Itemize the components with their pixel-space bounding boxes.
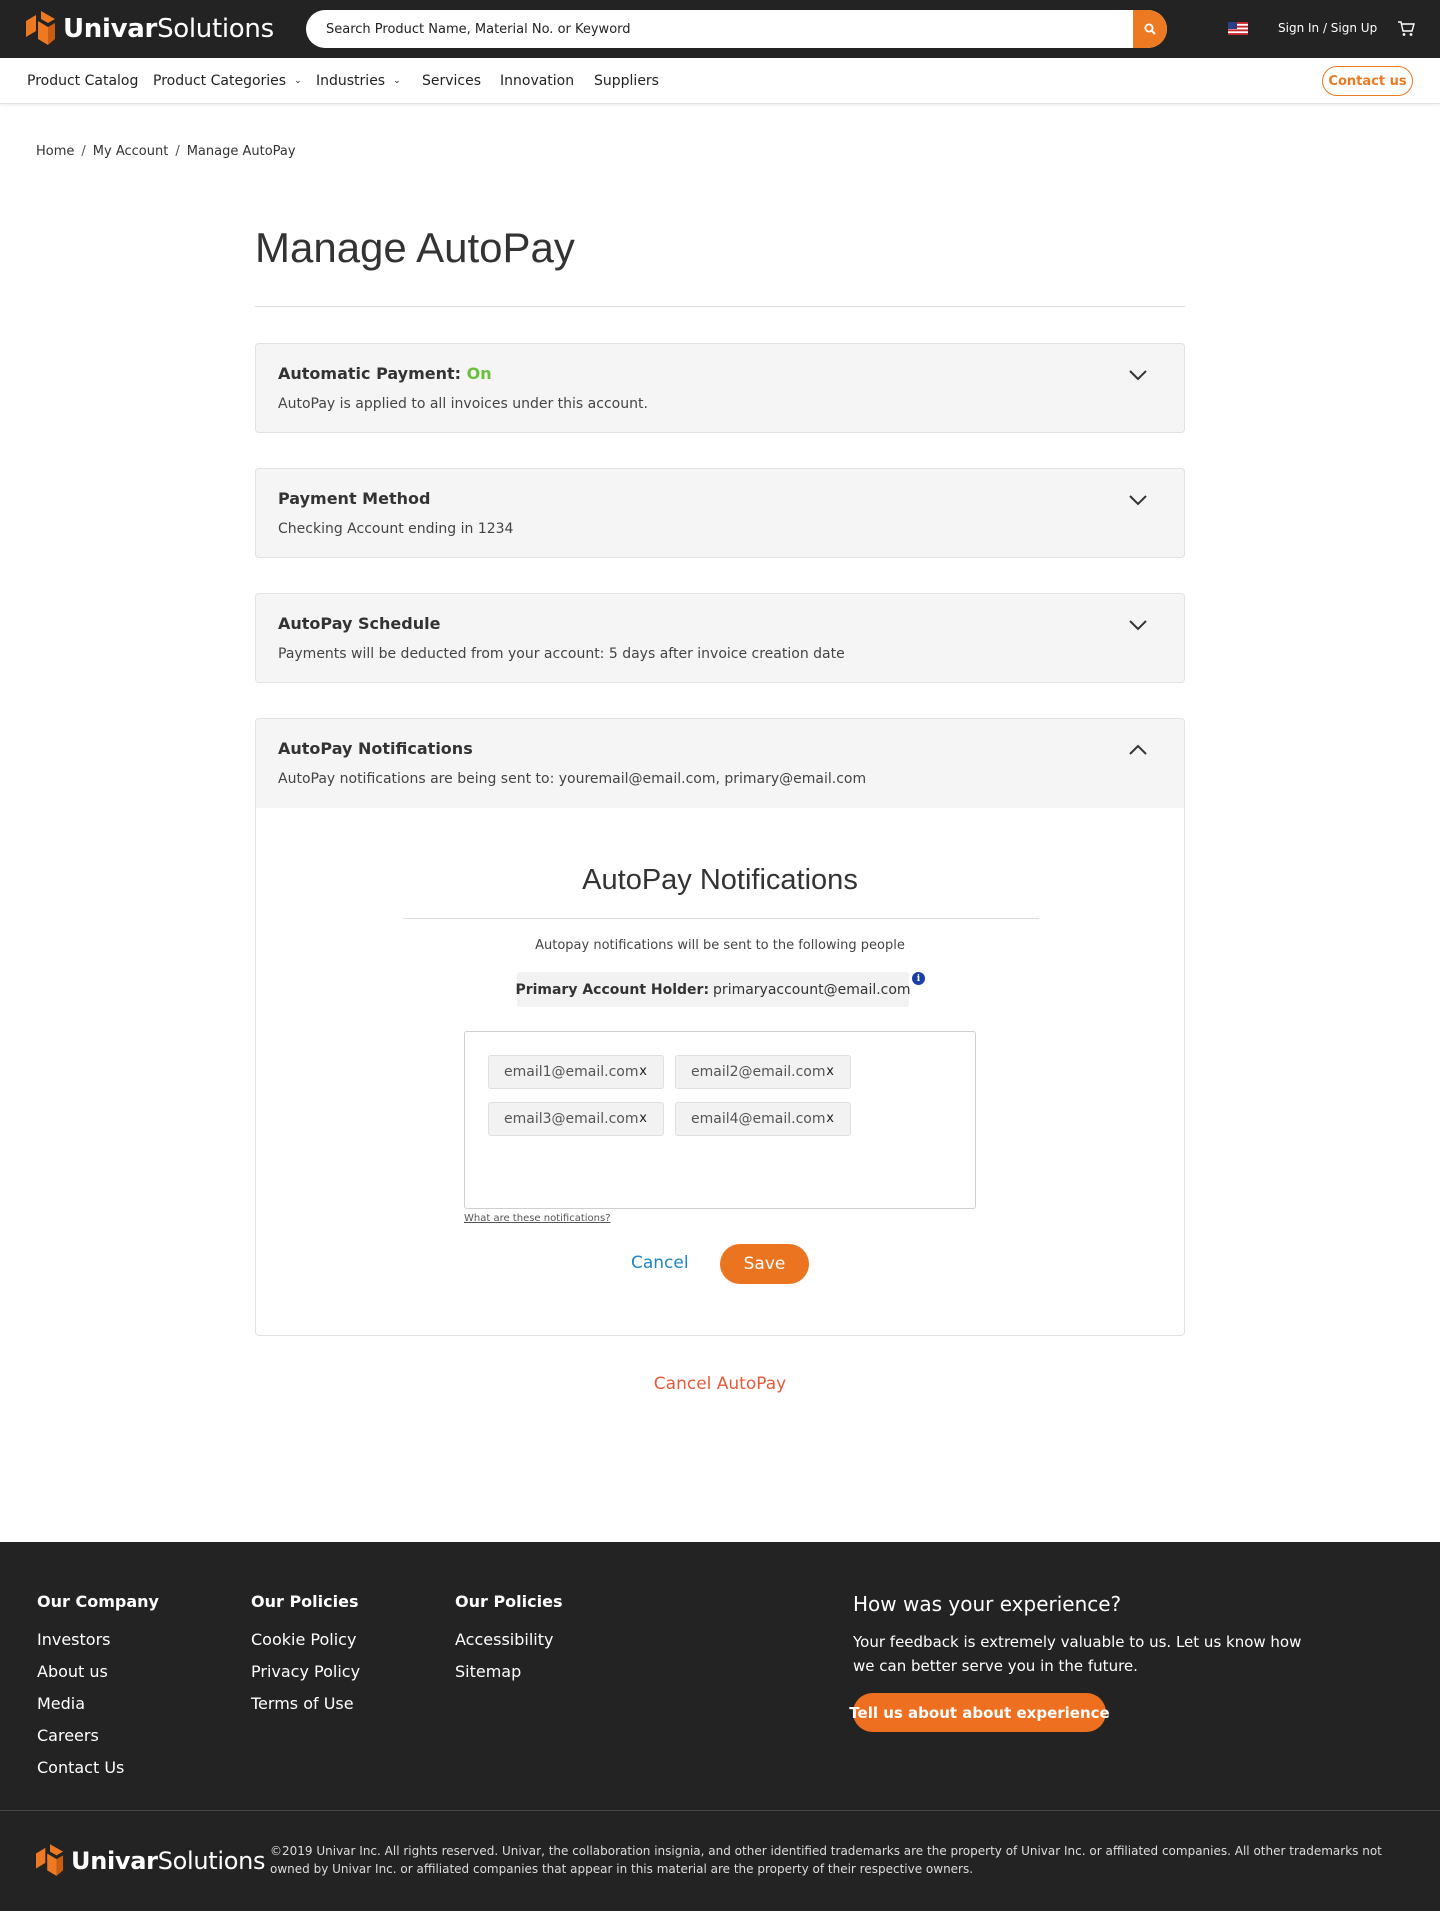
search-bar [306,10,1167,48]
footer-divider [0,1810,1440,1811]
email-chip [488,1102,664,1136]
cancel-button[interactable]: Cancel [631,1253,689,1273]
section-title: AutoPay Notifications [278,739,473,758]
breadcrumb-home[interactable]: Home [36,144,75,159]
breadcrumb [36,144,296,159]
logo-wordmark: UnivarSolutions [63,14,274,44]
remove-email-icon[interactable]: x [639,1064,647,1079]
section-description: AutoPay is applied to all invoices under this account. [278,396,648,412]
autopay-status: On [466,364,492,383]
breadcrumb-separator: / [81,144,86,159]
breadcrumb-current: Manage AutoPay [186,144,296,159]
search-input[interactable] [306,10,1132,48]
cancel-autopay-link[interactable]: Cancel AutoPay [653,1374,787,1394]
section-title: AutoPay Schedule [278,614,441,633]
primary-email: primaryaccount@email.com [713,981,911,998]
section-description: AutoPay notifications are being sent to: youremail@email.com, primary@email.com [278,771,867,787]
section-description: Payments will be deducted from your account: 5 days after invoice creation date [278,646,845,662]
info-icon[interactable]: i [912,972,925,985]
autopay-notifications-section[interactable] [255,718,1185,809]
nav-product-categories[interactable]: Product Categories ⌄ [153,73,302,89]
remove-email-icon[interactable]: x [826,1064,834,1079]
chevron-up-icon[interactable] [1128,743,1148,757]
email-chip-label: email4@email.com [691,1111,826,1127]
automatic-payment-section[interactable] [255,343,1185,433]
nav-services[interactable]: Services [422,73,482,89]
section-title: Automatic Payment: On [278,364,492,383]
feedback-text: Your feedback is extremely valuable to us. Let us know how we can better serve you in the future. [853,1633,1302,1675]
main-nav [0,58,1440,104]
contact-us-button[interactable]: Contact us [1322,66,1413,96]
univar-logo[interactable] [26,11,274,47]
footer-link-about[interactable]: About us [37,1662,108,1681]
footer-link-investors[interactable]: Investors [37,1630,111,1649]
email-recipients-field[interactable] [464,1031,976,1209]
breadcrumb-my-account[interactable]: My Account [92,144,169,159]
email-chip-label: email3@email.com [504,1111,639,1127]
cart-icon[interactable] [1397,20,1415,37]
save-button[interactable]: Save [720,1244,809,1284]
copyright-text: ©2019 Univar Inc. All rights reserved. Univar, the collaboration insignia, and other identified trademarks are the property of Univar Inc. or affiliated companies. All other trademarks not owned by Univar Inc. or affiliated companies that appear in this material are the property of their respective owners. [270,1844,1382,1876]
footer-link-media[interactable]: Media [37,1694,86,1713]
feedback-heading: How was your experience? [853,1592,1122,1616]
autopay-schedule-section[interactable] [255,593,1185,683]
panel-subtitle: Autopay notifications will be sent to the following people [535,938,905,953]
title-divider [255,306,1185,307]
us-flag-icon[interactable] [1228,22,1248,35]
panel-title: AutoPay Notifications [582,864,858,896]
chevron-down-icon[interactable] [1128,368,1148,382]
search-button[interactable] [1133,10,1167,48]
notifications-help-link[interactable]: What are these notifications? [464,1213,611,1224]
payment-method-section[interactable] [255,468,1185,558]
footer-link-cookie[interactable]: Cookie Policy [251,1630,357,1649]
footer-heading-company: Our Company [37,1592,159,1611]
panel-divider [403,918,1039,919]
remove-email-icon[interactable]: x [826,1111,834,1126]
nav-innovation[interactable]: Innovation [500,73,575,89]
footer-link-careers[interactable]: Careers [37,1726,99,1745]
email-chip [488,1055,664,1089]
email-chip [675,1102,851,1136]
breadcrumb-separator: / [175,144,180,159]
univar-logo-mark-icon [26,11,56,47]
univar-logo-mark-icon [36,1844,64,1878]
section-description: Checking Account ending in 1234 [278,521,514,537]
feedback-button[interactable]: Tell us about about experience [853,1693,1106,1732]
email-chip-label: email1@email.com [504,1064,639,1080]
page-title: Manage AutoPay [255,224,575,271]
chevron-down-icon: ⌄ [294,76,302,86]
footer-heading-policies: Our Policies [251,1592,359,1611]
email-chip [675,1055,851,1089]
chevron-down-icon: ⌄ [393,76,401,86]
logo-wordmark: UnivarSolutions [71,1847,266,1875]
footer-link-privacy[interactable]: Privacy Policy [251,1662,361,1681]
footer-logo[interactable] [36,1844,265,1878]
footer-heading-policies-2: Our Policies [455,1592,563,1611]
footer-link-accessibility[interactable]: Accessibility [455,1630,554,1649]
sign-in-link[interactable]: Sign In / Sign Up [1278,21,1378,35]
nav-product-catalog[interactable]: Product Catalog [27,73,139,89]
remove-email-icon[interactable]: x [639,1111,647,1126]
footer-link-sitemap[interactable]: Sitemap [455,1662,522,1681]
chevron-down-icon[interactable] [1128,618,1148,632]
footer-link-contact[interactable]: Contact Us [37,1758,125,1777]
top-header [0,0,1440,58]
section-title: Payment Method [278,489,431,508]
nav-suppliers[interactable]: Suppliers [594,73,659,89]
footer-link-terms[interactable]: Terms of Use [251,1694,354,1713]
footer [0,1542,1440,1911]
notifications-panel [255,808,1185,1336]
nav-industries[interactable]: Industries ⌄ [316,73,401,89]
chevron-down-icon[interactable] [1128,493,1148,507]
primary-label: Primary Account Holder: [515,981,710,998]
magnifier-icon [1144,23,1156,35]
primary-account-holder [517,972,909,1007]
email-chip-label: email2@email.com [691,1064,826,1080]
